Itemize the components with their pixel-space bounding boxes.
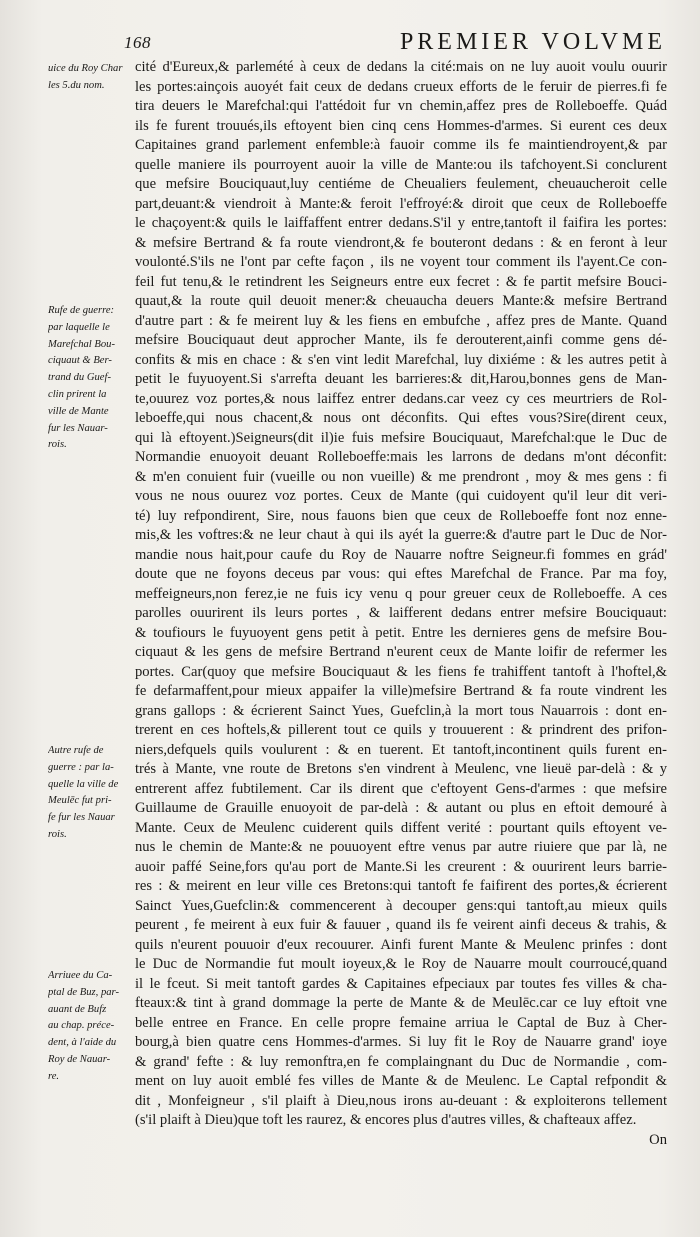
margin-note-line: trand du Guef- — [48, 372, 111, 384]
body-text — [135, 58, 667, 1150]
text-line: & grand' fefte : & luy remonftra,en fe complaingnant du Duc de Normandie , com- — [135, 1053, 667, 1070]
text-line: trerent en ces hoftels,& pillerent tout ce quils y trouuerent : & prindrent des prifon- — [135, 722, 667, 738]
margin-note-line: quelle la ville de — [48, 778, 119, 790]
text-line: trés à Mante, vne route de Bretons s'en vindrent à Meulenc, vne lieuë par-delà : & y — [135, 761, 667, 777]
margin-note-line: rois. — [48, 439, 67, 451]
text-line: & mefsire Bertrand & fa route viendront,& fe bouteront dedans : & en feront à leur — [135, 234, 667, 251]
text-line: (s'il plaift à Dieu)que toft les raurez, & encores plus d'autres villes, & chafteaux affez. — [135, 1112, 637, 1128]
margin-note-line: Meulēc fut pri- — [48, 795, 112, 807]
text-line: ils fe furent trouués,ils eftoyent bien cinq cens Hommes-d'armes. Si eurent ces deux — [135, 117, 667, 134]
text-line: fteaux:& tint à grand dommage la perte de Mante & de Meulēc.car ce luy eftoit vne — [135, 995, 667, 1011]
margin-note-line: ciquaut & Ber- — [48, 355, 112, 367]
text-line: bourg,à bien quatre cens Hommes-d'armes. Si luy fit le Roy de Nauarre grand' ioye — [135, 1034, 667, 1050]
text-line: mis,& les voftres:& ne leur chaut à qui ils ayét la guerre:& d'autre part le Duc de Nor- — [135, 527, 667, 543]
text-line: dit , Monfeigneur , s'il plaift à Dieu,nous irons au-deuant : & exploiterons tellement — [135, 1092, 667, 1109]
text-line: fe defarmaffent,pour mieux appaifer la ville)mefsire Bertrand & fa route vindrent les — [135, 683, 667, 699]
text-line: ment on luy auoit emblé fes villes de Mante & de Meulenc. Le Captal refpondit & — [135, 1073, 667, 1089]
margin-note-line: uice du Roy Char — [48, 63, 123, 74]
text-line: que mefsire Bouciquaut,luy centiéme de Cheualiers feulement, cheuaucheroit celle — [135, 176, 667, 192]
text-line: le chaçoyent:& quils le laiffaffent entrer dedans.S'il y entre,tantoft il faifira les portes: — [135, 215, 667, 231]
margin-note-line: les 5.du nom. — [48, 79, 105, 91]
margin-note-line: dent, à l'aide du — [48, 1037, 117, 1049]
catchword: On — [649, 1131, 667, 1148]
margin-note — [48, 303, 134, 454]
margin-note-line: au chap. préce- — [48, 1020, 115, 1032]
margin-note-line: auant de Bufz — [48, 1003, 107, 1015]
margin-note-line: fur les Nauar- — [48, 422, 108, 434]
text-line: Guillaume de Grauille enuoyoit de par-delà : & autant ou plus en eftoit demouré à — [135, 800, 667, 816]
text-line: res : & meirent en leur ville ces Bretons:qui tantoft fe faifirent des portes,& écrierent — [135, 878, 667, 894]
page-header — [118, 29, 666, 59]
text-line: peurent , fe meirent à eux fuir & fauuer , quand ils fe veirent ainfi deceus & trahis, & — [135, 917, 667, 933]
margin-note-line: rois. — [48, 828, 67, 840]
text-line: auoir paffé Seine,fors qu'au port de Mante.Si les creurent : & ouurirent leurs barrie- — [135, 858, 667, 875]
text-line: té) luy refpondirent, Sire, nous fauons bien que ceux de Rolleboeffe font noz enne- — [135, 507, 667, 524]
text-line: d'autre part : & fe meirent luy & les fiens en embufche , affez pres de Mante. Quand — [135, 312, 667, 329]
margin-note-line: fe fur les Nauar — [48, 812, 115, 824]
text-line: quaut,& la route quil deuoit mener:& cheuaucha deuers Mante:& mefsire Bertrand — [135, 293, 667, 309]
text-line: voulonté.S'ils ne l'ont par cefte façon , ils ne voyent tour comment ils l'ayent.Ce con- — [135, 254, 667, 270]
text-line: portes. Car(quoy que mefsire Bouciquaut & les fiens fe trahiffent tantoft à l'hoftel,& — [135, 663, 667, 680]
margin-note-line: Roy de Nauar- — [48, 1053, 111, 1065]
text-line: ciquaut & les gens de mefsire Bertrand n'eurent ceux de Mante loifir de refermer les — [135, 644, 667, 660]
margin-note-line: Marefchal Bou- — [48, 338, 115, 350]
text-line: tira deuers le Marefchal:qui l'attédoit fur vn chemin,affez pres de Rolleboeffe. Quád — [135, 98, 667, 114]
margin-note — [48, 743, 134, 844]
text-line: petit le fuyuoyent.Si s'arrefta deuant les barrieres:& dit,Harou,bonnes gens de Man- — [135, 371, 667, 387]
text-line: belle entree en France. En celle propre femaine arriua le Captal de Buz à Cher- — [135, 1014, 667, 1031]
page-number: 168 — [124, 33, 151, 52]
text-line: & toufiours le fuyuoyent gens petit à petit. Entre les dernieres gens de mefsire Bou- — [135, 624, 667, 641]
text-line: il le fceut. Si meit tantoft gardes & Capitaines efpeciaux par toutes fes villes & cha- — [135, 975, 667, 992]
text-line: feil fut tenu,& le retindrent les Seigneurs entre eux fecret : & fe partit mefsire Bouci- — [135, 273, 667, 290]
margin-note-line: Rufe de guerre: — [48, 305, 115, 316]
text-line: niers,defquels quils voulurent : & en tuerent. Et tantoft,incontinent quils furent en- — [135, 741, 667, 758]
text-line: le Duc de Normandie fut moult ioyeux,& le Roy de Nauarre moult courroucé,quand — [135, 956, 667, 972]
text-line: cité d'Eureux,& parlemété à ceux de dedans la cité:mais on ne luy auoit voulu ouurir — [135, 59, 667, 75]
text-line: doute que ne foyons deceus par vous: qui eftes Marefchal de France. Par ma foy, — [135, 566, 667, 582]
text-line: quelle maniere ils pourroyent auoir la ville de Mante:ou ils tafchoyent.Si conclurent — [135, 156, 667, 173]
text-line: nus le chemin de Mante:& ne pouuoyent eftre venus par autre riuiere que par là, ne — [135, 839, 667, 855]
text-line: confits & mis en chace : & s'en vint ledit Marefchal, luy dixiéme : & les autres petit à — [135, 351, 667, 368]
text-line: part,deuant:& viendroit à Mante:& feroit l'effroyé:& diroit que ceux de Rolleboeffe — [135, 195, 667, 212]
margin-note — [48, 61, 134, 95]
margin-note-line: Arriuee du Ca- — [48, 970, 113, 981]
margin-note — [48, 968, 134, 1086]
text-line: entrerent affez fubtilement. Car ils dirent que c'eftoyent Gens-d'armes : que mefsire — [135, 780, 667, 797]
margin-note-line: clin prirent la — [48, 388, 107, 400]
text-line: qui là eftoyent.)Seigneurs(dit il)ie fuis mefsire Bouciquaut, Marefchal:que le Duc de — [135, 429, 667, 446]
running-title: PREMIER VOLVME — [399, 29, 666, 55]
text-line: te,ouurez voz portes,& nous laiffez entrer dedans.car veez cy ces meurtriers de Rol- — [135, 390, 667, 407]
margin-note-line: re. — [48, 1070, 60, 1082]
text-line: les portes:ainçois auoyét fait ceux de dedans crueux efforts de le feruir de pierres.fi fe — [135, 78, 667, 95]
text-line: Sainct Yues,Guefclin:& commencerent à decouper gens:qui tantoft,au mieux quils — [135, 897, 667, 914]
text-line: & m'en conuient fuir (vueille ou non vueille) & me prendront , moy & mes gens : fi — [135, 468, 667, 485]
margin-note-line: ptal de Buz, par- — [48, 986, 119, 998]
text-line: leboeffe,qui nous chacent,& nous ont déconfits. Qui eftes vous?Sire(dirent ceux, — [135, 410, 667, 426]
text-line: meffeigneurs,non ferez,ie ne fuis icy venu q pour greuer ceux de Rolleboeffe. A ces — [135, 585, 667, 602]
text-line: Capitaines grand parlement enfemble:à fauoir comme ils fe maintiendroyent,& par — [135, 137, 667, 153]
text-line: mefsire Bouciquaut deut approcher Mante, ils fe derouterent,ainfi comme gens dé- — [135, 332, 667, 348]
margin-note-line: par laquelle le — [48, 321, 110, 333]
margin-note-line: guerre : par la- — [48, 761, 114, 773]
text-line: quils n'eurent pouuoir d'eux recouurer. Ainfi furent Mante & Meulenc prinfes : dont — [135, 936, 667, 953]
text-line: grans gallops : & écrierent Sainct Yues, Guefclin,à la mort tous Nauarrois : dont en- — [135, 702, 667, 719]
text-line: vous ne nous ouurez voz portes. Ceux de Mante (qui cuidoyent qu'il leur dit veri- — [135, 488, 667, 504]
margin-note-line: Autre rufe de — [48, 745, 104, 756]
text-line: Mante. Ceux de Meulenc cuiderent quils diffent verité : pourtant quils eftoyent ve- — [135, 819, 667, 836]
margin-note-line: ville de Mante — [48, 405, 109, 417]
text-line: parolles ouurirent ils leurs portes , & laifferent dedans entrer mefsire Bouciquaut: — [135, 605, 667, 621]
text-line: mandie nous hait,pour caufe du Roy de Nauarre noftre Seigneur.fi fommes en grád' — [135, 546, 667, 563]
text-line: Normandie enuoyoit deuant Rolleboeffe:mais les larrons de dedans m'ont déconfit: — [135, 449, 667, 465]
